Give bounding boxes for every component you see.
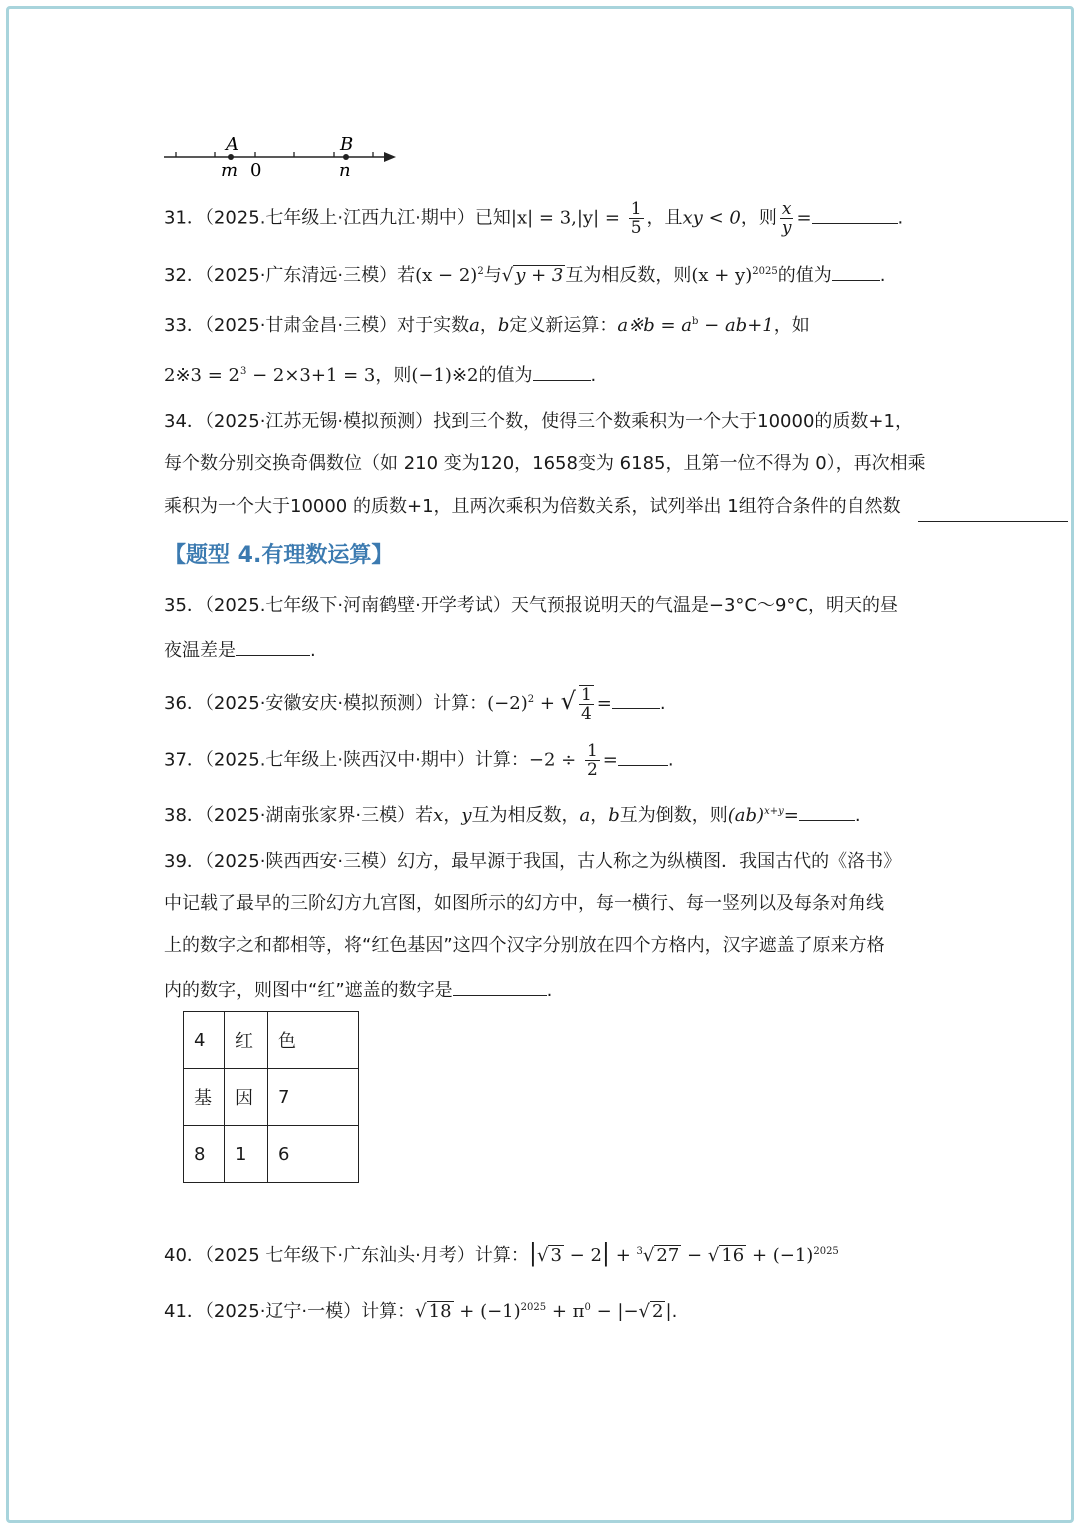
answer-blank[interactable] [236, 637, 310, 656]
table-cell: 1 [225, 1126, 268, 1183]
magic-square-table [183, 1011, 359, 1183]
question-36: 36．（2025·安徽安庆·模拟预测）计算：$(-2)^2$ + √ $\frac{1}{4}$ = . [164, 685, 666, 724]
answer-blank[interactable] [812, 205, 898, 224]
answer-blank[interactable] [799, 802, 855, 821]
table-cell: 因 [225, 1069, 268, 1126]
number-line-arrow-icon [384, 152, 396, 162]
table-row [184, 1012, 359, 1069]
question-38: 38．（2025·湖南张家界·三模）若x，y互为相反数，a，b互为倒数，则(ab)$^{x+y}$= . [164, 800, 861, 828]
question-35-line1: 35．（2025.七年级下·河南鹤壁·开学考试）天气预报说明天的气温是−3°C～9°C，明天的昼 [164, 595, 898, 616]
table-cell: 6 [268, 1126, 359, 1183]
label-b: B [340, 134, 354, 155]
question-33-line2: 2※3 = $2^3 - 2\times 3+1 = 3$，则(−1)※2的值为 . [164, 360, 596, 388]
answer-blank[interactable] [832, 262, 880, 281]
question-34-line3: 乘积为一个大于10000 的质数+1，且两次乘积为倍数关系，试列举出 1组符合条件的自然数 [164, 496, 901, 517]
table-cell: 基 [184, 1069, 225, 1126]
answer-blank[interactable] [453, 977, 547, 996]
label-n: n [339, 160, 351, 181]
question-34-line2: 每个数分别交换奇偶数位（如 210 变为120，1658变为 6185，且第一位不得为 0），再次相乘 [164, 453, 926, 474]
table-row [184, 1069, 359, 1126]
question-33: 33．（2025·甘肃金昌·三模）对于实数a，b定义新运算：a※b = $a^b - ab+1$，如 [164, 315, 810, 336]
question-35-line2: 夜温差是 . [164, 637, 316, 663]
question-41: 41．（2025·辽宁·一模）计算：√ $18 + (-1)^{2025} + \pi^0$ − |−√ 2 |. [164, 1301, 678, 1322]
table-row [184, 1126, 359, 1183]
question-34-line1: 34．（2025·江苏无锡·模拟预测）找到三个数，使得三个数乘积为一个大于10000的质数+1， [164, 411, 913, 432]
question-31: 31．（2025.七年级上·江西九江·期中）已知|x| = 3,|y| = $\frac{1}{5}$ ，且xy < 0，则 $\frac{x}{y}$ = . [164, 199, 904, 238]
table-cell: 红 [225, 1012, 268, 1069]
table-cell: 7 [268, 1069, 359, 1126]
question-39-line1: 39．（2025·陕西西安·三模）幻方，最早源于我国，古人称之为纵横图．我国古代的《洛书》 [164, 851, 902, 872]
answer-blank[interactable] [612, 690, 660, 709]
label-m: m [221, 160, 239, 181]
label-a: A [226, 134, 239, 155]
table-cell: 8 [184, 1126, 225, 1183]
question-32: 32．（2025·广东清远·三模）若$(x - 2)^2$与√ y + 3 互为相反数，则$(x + y)^{2025}$的值为 . [164, 260, 885, 288]
table-cell: 4 [184, 1012, 225, 1069]
question-39-line2: 中记载了最早的三阶幻方九宫图，如图所示的幻方中，每一横行、每一竖列以及每条对角线 [164, 893, 884, 914]
question-40: 40．（2025 七年级下·广东汕头·月考）计算：|√ 3 − 2| + $^3$√ 27 − √ $16 + (-1)^{2025}$ [164, 1239, 839, 1267]
number-line-figure [160, 128, 410, 184]
label-zero: 0 [250, 160, 262, 181]
question-37: 37．（2025.七年级上·陕西汉中·期中）计算：−2 ÷ $\frac{1}{2}$ = . [164, 741, 674, 780]
section-heading: 【题型 4.有理数运算】 [164, 543, 394, 568]
question-39-line3: 上的数字之和都相等，将“红色基因”这四个汉字分别放在四个方格内，汉字遮盖了原来方格 [164, 935, 885, 956]
question-39-line4: 内的数字，则图中“红”遮盖的数字是 . [164, 977, 552, 1003]
answer-blank[interactable] [533, 362, 591, 381]
answer-blank[interactable] [618, 747, 668, 766]
table-cell: 色 [268, 1012, 359, 1069]
answer-blank[interactable] [918, 521, 1068, 522]
